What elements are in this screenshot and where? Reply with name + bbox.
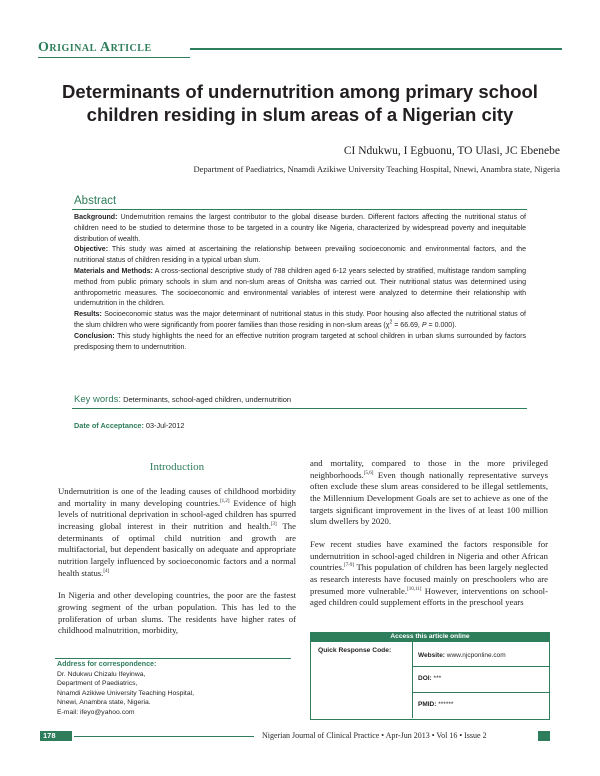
abstract-results: [74, 310, 526, 332]
journal-info: Nigerian Journal of Clinical Practice • Apr-Jun 2013 • Vol 16 • Issue 2: [262, 731, 487, 740]
intro-heading: Introduction: [149, 461, 205, 473]
ref: [5,6]: [363, 470, 374, 476]
intro-p1a: Undernutrition is one of the leading causes of childhood morbidity and mortality in many developing countries.: [58, 486, 296, 508]
intro-column-left: [58, 486, 296, 637]
background-label: Background:: [74, 214, 118, 221]
address-line: Nnewi, Anambra state, Nigeria.: [57, 699, 151, 706]
ref: [4]: [103, 568, 110, 574]
conclusion-text: This study highlights the need for an effective nutrition program targeted at school children in urban slums surrounded by factors predisposing them to undernutrition.: [74, 332, 526, 351]
footer-rule: [74, 736, 254, 737]
website: [418, 652, 506, 659]
abstract-rule: [72, 209, 527, 210]
pmid-value: ******: [438, 701, 454, 708]
ref: [1,2]: [220, 498, 230, 504]
abstract-body: [74, 213, 526, 353]
abstract-heading: Abstract: [74, 195, 117, 207]
doi-value: ***: [433, 675, 442, 682]
acceptance-value: 03-Jul-2012: [145, 421, 185, 430]
intro-paragraph-4: [310, 539, 548, 609]
results-label: Results:: [74, 311, 102, 319]
objective-label: Objective:: [74, 246, 109, 254]
conclusion-label: Conclusion:: [74, 332, 115, 340]
pmid: [418, 701, 453, 708]
background-text: Undernutrition remains the largest contributor to the global disease burden. Different factors affecting the nutritional status of children need to be studied to determine those to be targeted in a country like Nigeria, characterized by widespread poverty and inequitable distribution of wealth.: [74, 214, 526, 243]
qr-code-label: Quick Response Code:: [318, 647, 392, 654]
article-title: Determinants of undernutrition among primary school children residing in slum areas of a Nigerian city: [62, 81, 538, 125]
address-rule: [55, 658, 291, 659]
results-p: P: [421, 321, 427, 329]
abstract-conclusion: [74, 332, 526, 354]
ref: [10,11]: [407, 586, 422, 592]
ref: [3]: [270, 522, 277, 528]
access-divider: [413, 666, 549, 667]
page-number: 178: [43, 731, 56, 740]
abstract-methods: [74, 267, 526, 310]
keywords-rule: [72, 408, 527, 409]
website-link[interactable]: www.njcponline.com: [446, 652, 506, 659]
intro-c2p1a: and mortality, compared to those in the more privileged neighborhoods.: [310, 458, 548, 480]
results-sup: 2: [389, 319, 393, 326]
acceptance-label: Date of Acceptance:: [74, 421, 144, 430]
methods-text: A cross-sectional descriptive study of 788 children aged 6-12 years selected by stratified, multistage random sampling method from public primary schools in slum and non-slum areas of Onitsha was carried out. Their nutritional status was determined using anthropometric measures. The socioeconomic and environmental variables of interest were analyzed to determine their relationship with undernutrition in the children.: [74, 267, 526, 308]
address-line: Nnamdi Azikiwe University Teaching Hospital,: [57, 689, 195, 697]
intro-p1b: Evidence of high levels of nutritional deprivation in school-aged children has spurred increasing global interest in their nutrition and health.: [58, 497, 296, 531]
address-line: Department of Paediatrics,: [57, 680, 138, 687]
results-text-b: = 66.69,: [392, 321, 422, 329]
address-line: Dr. Ndukwu Chizalu Ifeyinwa,: [57, 670, 146, 678]
access-heading: Access this article online: [310, 632, 550, 642]
authors: CI Ndukwu, I Egbuonu, TO Ulasi, JC Ebenebe: [343, 145, 560, 157]
address-box: [57, 660, 289, 717]
intro-paragraph-2: In Nigeria and other developing countries, the poor are the fastest growing segment of the urban population. This has led to the proliferation of urban slums. The residents have higher rates of childhood malnutrition, morbidity,: [58, 590, 296, 636]
doi: [418, 675, 441, 682]
doi-label: DOI:: [418, 675, 432, 682]
objective-text: This study was aimed at ascertaining the relationship between prevailing socioeconomic and environmental factors, and the nutritional status of children residing in a typical urban slum.: [74, 246, 526, 265]
footer-box: [538, 731, 550, 741]
methods-label: Materials and Methods:: [74, 267, 153, 275]
address-heading: Address for correspondence:: [57, 660, 157, 668]
results-text: Socioeconomic status was the major determinant of nutritional status in this study. Poor housing also affected the nutritional status of the slum children who were significantly from poorer families than those residing in non-slum areas (χ: [74, 311, 526, 329]
acceptance-date: [74, 421, 184, 430]
access-divider: [412, 642, 413, 718]
intro-paragraph-1: [58, 486, 296, 579]
abstract-objective: [74, 245, 526, 267]
pmid-label: PMID:: [418, 701, 437, 708]
intro-paragraph-3: [310, 458, 548, 528]
section-rule-under: [38, 57, 190, 58]
access-divider: [413, 692, 549, 693]
ref: [7-9]: [344, 563, 355, 569]
keywords-label: Key words:: [74, 394, 121, 405]
results-text-c: = 0.000).: [426, 321, 457, 329]
section-label: Original Article: [38, 40, 152, 55]
abstract-background: [74, 213, 526, 245]
intro-c2p2b: This population of children has been largely neglected as research interests have focused mainly on preschoolers who are presumed more vulnerable.: [310, 562, 548, 596]
affiliation: Department of Paediatrics, Nnamdi Azikiwe University Teaching Hospital, Nnewi, Anambra state, Nigeria: [193, 164, 560, 174]
address-email[interactable]: E-mail: ifeyo@yahoo.com: [57, 708, 135, 716]
intro-p1c: The determinants of optimal child nutrition and growth are multifactorial, but dependent basically on adequate and appropriate nutrition largely influenced by socioeconomic factors and a normal health status.: [58, 520, 296, 578]
intro-c2p1b: Even though nationally representative surveys often exclude these slum areas considered to be illegal settlements, the Millennium Development Goals are set to achieve as one of the targets significant improvement in the lives of at least 100 million slum dwellers by 2020.: [310, 469, 548, 527]
intro-c2p2a: Few recent studies have examined the factors responsible for undernutrition in school-aged children in Nigeria and other African countries.: [310, 538, 548, 573]
keywords: [74, 394, 291, 405]
intro-column-right: [310, 458, 548, 609]
intro-c2p2c: However, interventions on school-aged children could supplement efforts in the preschool years: [310, 585, 548, 608]
section-rule: [190, 48, 562, 50]
keywords-text: Determinants, school-aged children, undernutrition: [123, 395, 292, 404]
website-label: Website:: [418, 652, 445, 659]
